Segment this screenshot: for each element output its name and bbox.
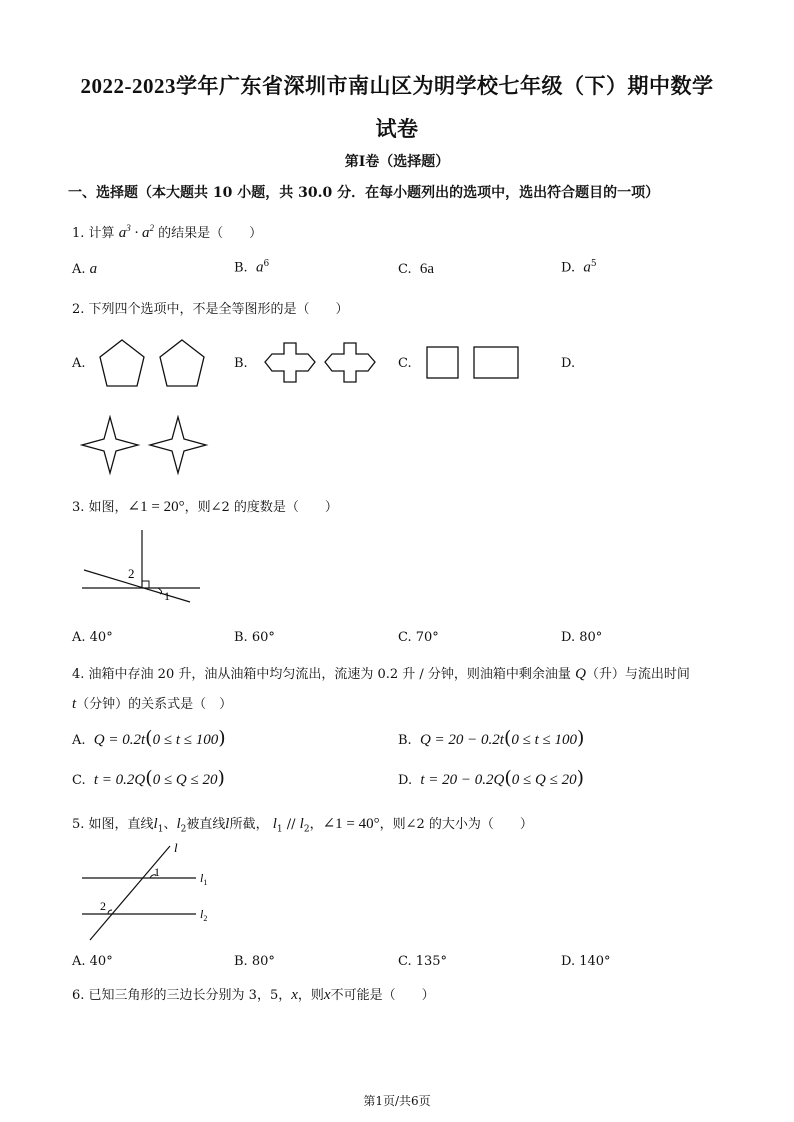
page-title-line2: 试卷: [375, 117, 419, 141]
q1-option-d[interactable]: D. $a^5$: [561, 259, 597, 276]
q5-option-d[interactable]: D. 140°: [561, 954, 611, 969]
q2-figure-c-rectangles: [424, 344, 524, 382]
q5-label-l1: $l_1$: [200, 871, 208, 887]
q4-option-d[interactable]: D. t = 20 − 0.2Q(0 ≤ Q ≤ 20): [398, 767, 585, 789]
q4-option-c[interactable]: C. t = 0.2Q(0 ≤ Q ≤ 20): [72, 767, 225, 789]
q5-label-1: 1: [154, 865, 160, 879]
question-4-line2: t（分钟）的关系式是（ ）: [72, 696, 233, 712]
q2-figure-a-pentagons: [98, 336, 210, 392]
question-4-line1: 4. 油箱中存油 20 升，油从油箱中均匀流出，流速为 0.2 升 / 分钟，则油箱中剩余油量 Q（升）与流出时间: [72, 666, 690, 682]
q3-option-d[interactable]: D. 80°: [561, 630, 603, 645]
q1-expression: $a^3 \cdot a^2$: [118, 223, 154, 241]
q3-option-b[interactable]: B. 60°: [234, 630, 275, 645]
q5-label-l2: $l_2$: [200, 907, 208, 923]
page-title: 2022-2023学年广东省深圳市南山区为明学校七年级（下）期中数学: [80, 74, 714, 98]
q1-option-c[interactable]: C. 6a: [398, 261, 435, 277]
q5-label-l: l: [174, 840, 178, 855]
q1-option-a[interactable]: A. a: [72, 261, 98, 277]
q3-label-2: 2: [128, 566, 135, 581]
question-3: 3. 如图，∠1 = 20°，则∠2 的度数是（ ）: [72, 499, 338, 515]
q1-suffix: 的结果是（ ）: [158, 226, 263, 241]
q1-option-b[interactable]: B. $a^6$: [234, 259, 270, 276]
q5-figure: [78, 838, 218, 944]
q3-option-c[interactable]: C. 70°: [398, 630, 439, 645]
q5-option-a[interactable]: A. 40°: [72, 954, 113, 969]
q3-option-a[interactable]: A. 40°: [72, 630, 113, 645]
q2-option-a-label[interactable]: A.: [72, 356, 86, 371]
q4-option-a[interactable]: A. Q = 0.2t(0 ≤ t ≤ 100): [72, 727, 226, 749]
q5-option-c[interactable]: C. 135°: [398, 954, 448, 969]
part-title: 第I卷（选择题）: [344, 154, 450, 170]
q2-figure-b-crosses: [260, 340, 390, 386]
q3-label-1: 1: [164, 589, 170, 603]
question-6: 6. 已知三角形的三边长分别为 3，5，x，则x不可能是（ ）: [72, 987, 435, 1003]
question-2: 2. 下列四个选项中，不是全等图形的是（ ）: [72, 302, 349, 317]
q5-option-b[interactable]: B. 80°: [234, 954, 275, 969]
q2-option-d-label[interactable]: D.: [561, 356, 576, 371]
q2-option-c-label[interactable]: C.: [398, 356, 412, 371]
question-5: 5. 如图，直线$l_1$、$l_2$被直线l所截， $l_1 // l_2$，∠1 = 40°，则∠2 的大小为（ ）: [72, 816, 533, 835]
page-footer: 第1页/共6页: [363, 1094, 431, 1108]
q1-prefix: 计算: [88, 226, 115, 241]
q3-figure: [78, 528, 208, 608]
section-heading: 一、选择题（本大题共 10 小题，共 30.0 分．在每小题列出的选项中，选出符合题目的一项）: [68, 185, 660, 201]
question-1: [72, 222, 262, 242]
q1-number: 1.: [72, 226, 85, 241]
q2-option-b-label[interactable]: B.: [234, 356, 248, 371]
q4-option-b[interactable]: B. Q = 20 − 0.2t(0 ≤ t ≤ 100): [398, 727, 585, 749]
q2-figure-d-stars: [80, 415, 212, 477]
q5-label-2: 2: [100, 899, 106, 913]
